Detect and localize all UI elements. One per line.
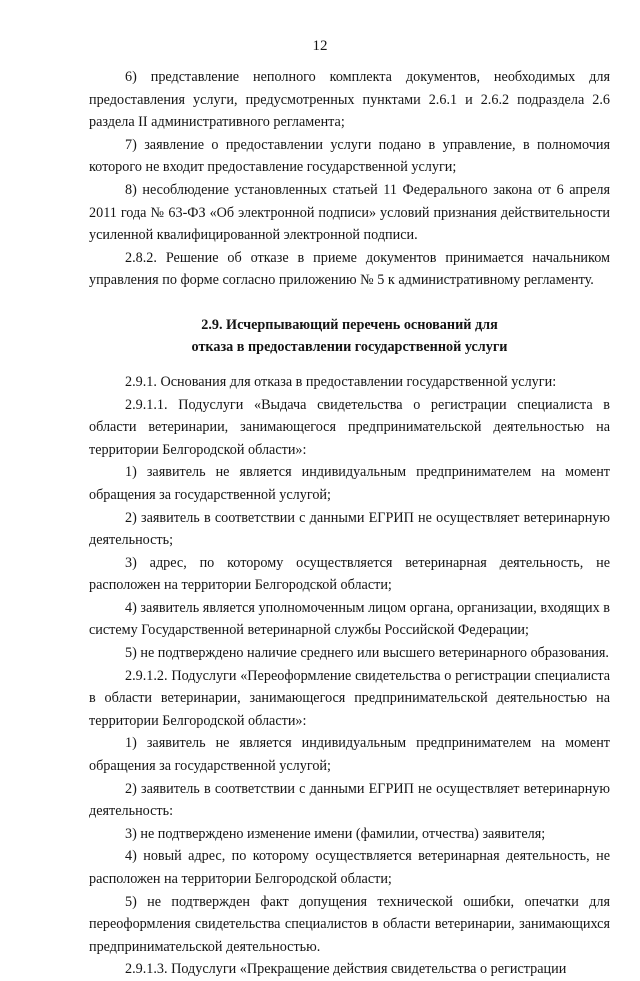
list-item: 3) не подтверждено изменение имени (фамилии, отчества) заявителя; (125, 825, 546, 842)
list-item: 1) заявитель не является индивидуальным предпринимателем на момент обращения за государственной услугой; (89, 735, 610, 775)
paragraph: 2.9.1.3. Подуслуги «Прекращение действия свидетельства о регистрации (125, 961, 567, 978)
section-heading-line-2: отказа в предоставлении государственной услуги (191, 338, 508, 355)
list-item: 4) новый адрес, по которому осуществляется ветеринарная деятельность, не расположен на территории Белгородской области; (89, 848, 610, 887)
section-heading (89, 314, 610, 358)
list-item: 5) не подтвержден факт допущения технической ошибки, опечатки для переоформления свидетельства специалистов в области ветеринарии, занимающихся предпринимательской деятельностью. (89, 893, 610, 955)
list-item: 6) представление неполного комплекта документов, необходимых для предоставления услуги, предусмотренных пунктами 2.6.1 и 2.6.2 подраздела 2.6 раздела II административного регламента; (89, 69, 610, 131)
section-heading-line-1: 2.9. Исчерпывающий перечень оснований для (201, 316, 498, 333)
list-item: 1) заявитель не является индивидуальным предпринимателем на момент обращения за государственной услугой; (89, 464, 610, 503)
paragraph: 2.9.1. Основания для отказа в предоставлении государственной услуги: (125, 373, 557, 390)
list-item: 2) заявитель в соответствии с данными ЕГРИП не осуществляет ветеринарную деятельность; (89, 509, 610, 549)
list-item: 2) заявитель в соответствии с данными ЕГРИП не осуществляет ветеринарную деятельность: (89, 780, 610, 820)
list-item: 4) заявитель является уполномоченным лицом органа, организации, входящих в систему Государственной ветеринарной службы Российской Федерации; (89, 599, 610, 639)
paragraph: 2.9.1.2. Подуслуги «Переоформление свидетельства о регистрации специалиста в области ветеринарии, занимающегося предпринимательской деятельностью на территории Белгородской области»: (89, 667, 610, 729)
list-item: 8) несоблюдение установленных статьей 11 Федерального закона от 6 апреля 2011 года № 63-ФЗ «Об электронной подписи» условий признания действительности усиленной квалифицированной электронной подписи. (89, 181, 610, 244)
paragraph: 2.8.2. Решение об отказе в приеме документов принимается начальником управления по форме согласно приложению № 5 к административному регламенту. (89, 249, 610, 289)
paragraph: 2.9.1.1. Подуслуги «Выдача свидетельства о регистрации специалиста в области ветеринарии, занимающегося предпринимательской деятельностью на территории Белгородской области»: (89, 396, 610, 458)
list-item: 5) не подтверждено наличие среднего или высшего ветеринарного образования. (125, 645, 609, 662)
list-item: 7) заявление о предоставлении услуги подано в управление, в полномочия которого не входит предоставление государственной услуги; (89, 136, 610, 176)
list-item: 3) адрес, по которому осуществляется ветеринарная деятельность, не расположен на территории Белгородской области; (89, 554, 610, 594)
page-number: 12 (312, 38, 328, 54)
page-body (89, 66, 610, 981)
